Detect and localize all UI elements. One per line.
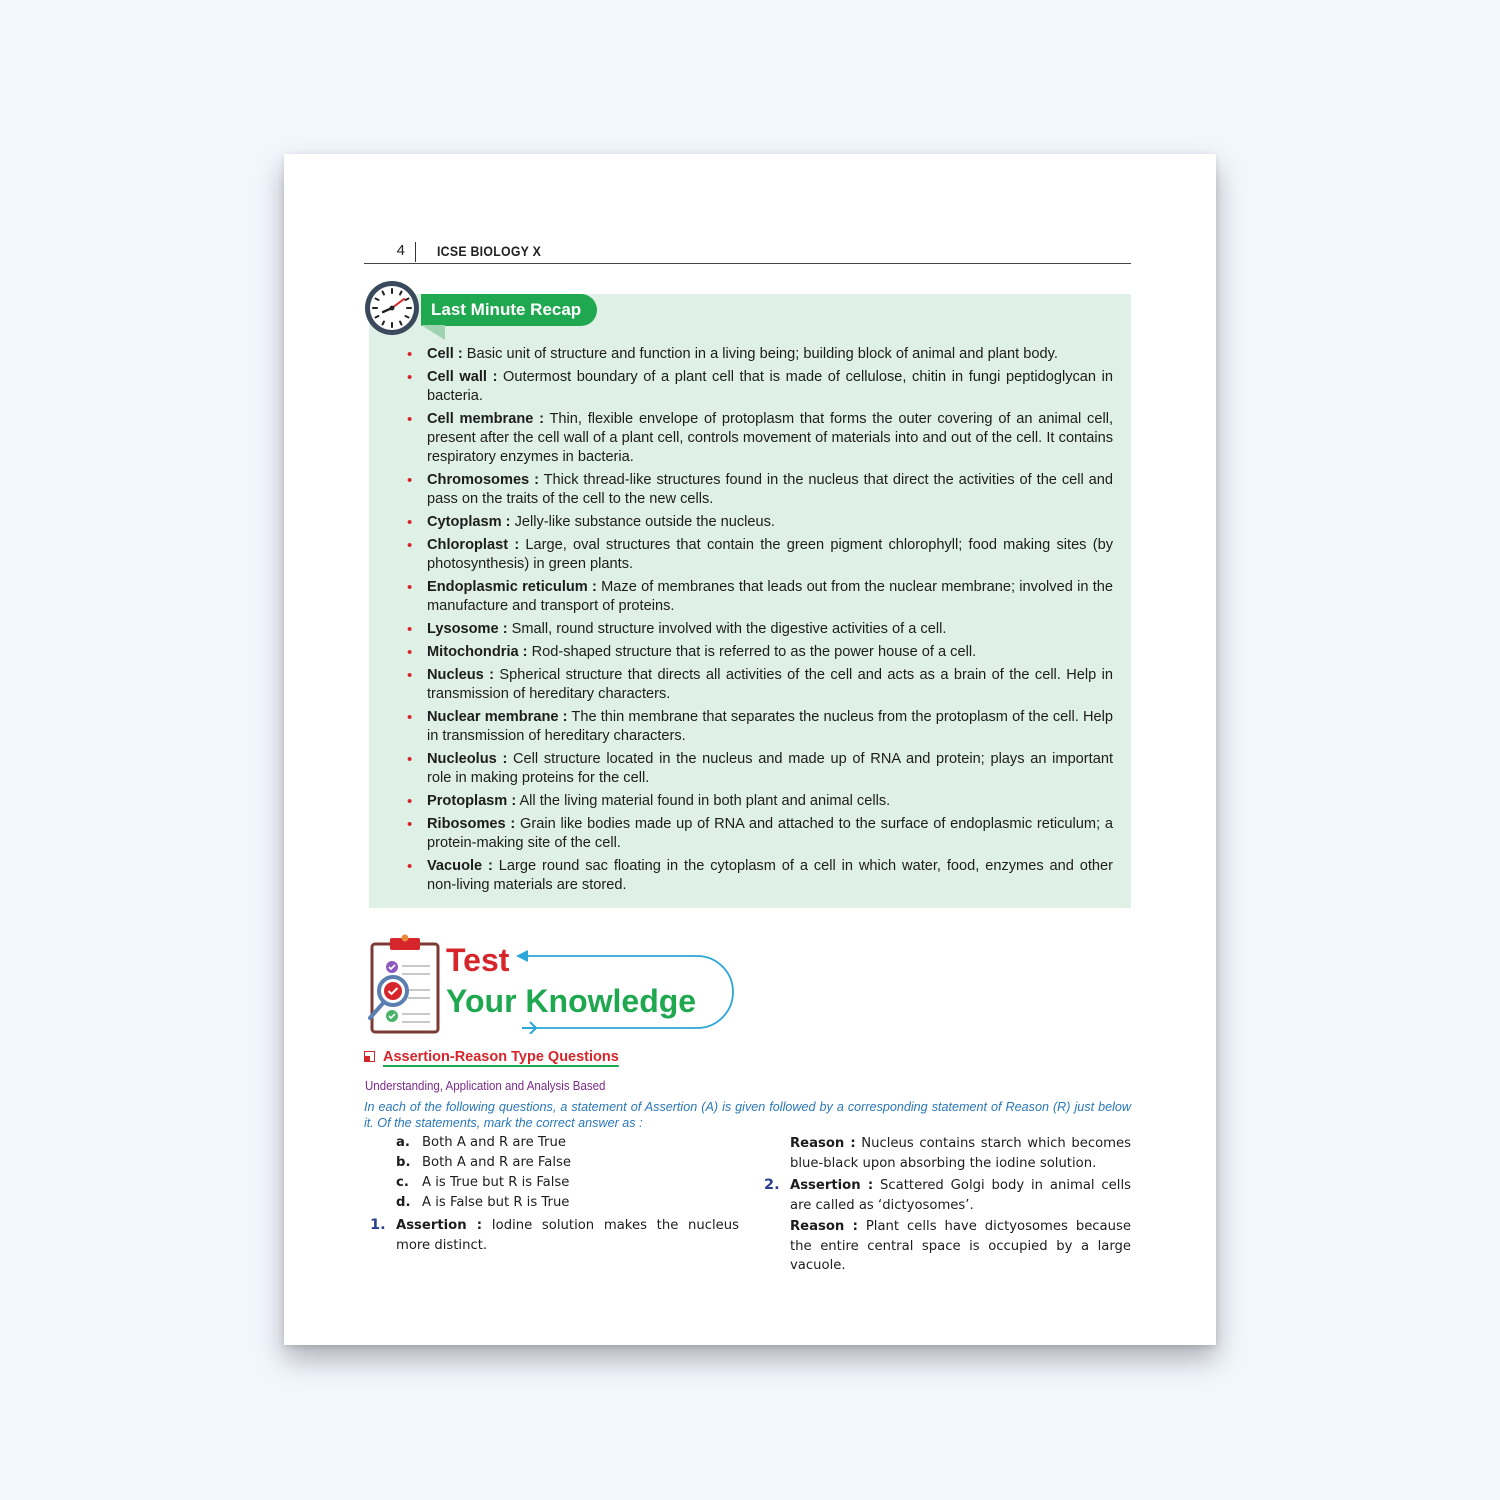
recap-definition: The thin membrane that separates the nucleus from the protoplasm of the cell. Help in transmission of hereditary characters. [427, 709, 1113, 744]
question-1-assertion [364, 1216, 739, 1255]
question-2-reason [758, 1217, 1131, 1276]
recap-definition: Jelly-like substance outside the nucleus. [510, 514, 775, 530]
list-item [407, 708, 1113, 746]
assertion-reason-subtitle: Understanding, Application and Analysis Based [365, 1079, 606, 1093]
bullet-icon: • [407, 621, 413, 638]
recap-term: Chloroplast : [427, 537, 520, 553]
answer-option [364, 1133, 739, 1153]
option-label: b. [396, 1155, 411, 1170]
recap-term: Nuclear membrane : [427, 709, 568, 725]
answer-option [364, 1193, 739, 1213]
recap-list [407, 345, 1114, 899]
recap-definition: Small, round structure involved with the digestive activities of a cell. [507, 621, 947, 637]
list-item [407, 410, 1114, 467]
assertion-label: Assertion : [396, 1218, 483, 1233]
recap-definition: Outermost boundary of a plant cell that is made of cellulose, chitin in fungi peptidoglycan in bacteria. [427, 369, 1114, 404]
bullet-icon: • [407, 537, 413, 554]
assertion-text: Iodine solution makes the nucleus more distinct. [396, 1218, 739, 1253]
questions-right-column [758, 1134, 1131, 1276]
recap-badge-tail [421, 325, 445, 340]
list-item [407, 666, 1113, 704]
bullet-icon: • [407, 411, 413, 428]
bullet-icon: • [407, 858, 413, 875]
reason-label: Reason : [790, 1136, 856, 1151]
bullet-icon: • [407, 579, 413, 596]
bullet-icon: • [407, 816, 413, 833]
recap-definition: Grain like bodies made up of RNA and attached to the surface of endoplasmic reticulum; a protein-making site of the cell. [427, 816, 1113, 851]
your-knowledge-heading: Your Knowledge [446, 983, 697, 1019]
test-heading: Test [446, 942, 510, 978]
recap-term: Chromosomes : [427, 472, 539, 488]
list-item [407, 536, 1113, 574]
assertion-reason-instructions: In each of the following questions, a statement of Assertion (A) is given followed by a corresponding statement of Reason (R) just below it. Of the statements, mark the correct answer as : [364, 1100, 1131, 1130]
last-minute-recap-box [369, 294, 1131, 908]
recap-term: Vacuole : [427, 858, 493, 874]
reason-text: Nucleus contains starch which becomes blue-black upon absorbing the iodine solution. [790, 1136, 1131, 1171]
test-your-knowledge-banner [364, 934, 744, 1034]
recap-definition: Large, oval structures that contain the green pigment chlorophyll; food making sites (by photosynthesis) in green plants. [427, 537, 1113, 572]
recap-badge: Last Minute Recap [421, 294, 597, 326]
bullet-icon: • [407, 644, 413, 661]
square-bullet-icon [364, 1051, 375, 1062]
recap-term: Cell membrane : [427, 411, 544, 427]
reason-label: Reason : [790, 1219, 858, 1234]
recap-definition: All the living material found in both plant and animal cells. [516, 793, 891, 809]
option-text: Both A and R are False [422, 1155, 572, 1170]
option-text: A is False but R is True [422, 1195, 570, 1210]
list-item [407, 857, 1114, 895]
clock-icon [363, 279, 421, 337]
bullet-icon: • [407, 793, 413, 810]
option-label: d. [396, 1195, 411, 1210]
questions-left-column [364, 1133, 739, 1255]
assertion-reason-title [364, 1049, 619, 1065]
assertion-reason-title-text: Assertion-Reason Type Questions [383, 1049, 619, 1065]
book-title: ICSE BIOLOGY X [437, 243, 542, 259]
option-label: a. [396, 1135, 410, 1150]
question-number: 2. [764, 1177, 780, 1193]
assertion-label: Assertion : [790, 1178, 874, 1193]
recap-term: Cell : [427, 346, 463, 362]
list-item [407, 345, 1113, 364]
recap-term: Ribosomes : [427, 816, 516, 832]
option-label: c. [396, 1175, 409, 1190]
recap-definition: Thin, flexible envelope of protoplasm that forms the outer covering of an animal cell, present after the cell wall of a plant cell, controls movement of materials into and out of the cell. It contains respiratory enzymes in bacteria. [427, 411, 1114, 465]
list-item [407, 643, 1113, 662]
list-item [407, 750, 1114, 788]
recap-definition: Basic unit of structure and function in a living being; building block of animal and plant body. [462, 346, 1058, 362]
bullet-icon: • [407, 369, 413, 386]
question-2-assertion [758, 1176, 1131, 1215]
question-number: 1. [370, 1217, 386, 1233]
recap-definition: Thick thread-like structures found in the nucleus that direct the activities of the cell and pass on the traits of the cell to the new cells. [427, 472, 1114, 507]
bullet-icon: • [407, 346, 413, 363]
assertion-text: Scattered Golgi body in animal cells are called as ‘dictyosomes’. [790, 1178, 1131, 1213]
recap-term: Nucleolus : [427, 751, 508, 767]
answer-option [364, 1173, 739, 1193]
page-header [364, 240, 1131, 264]
recap-definition: Rod-shaped structure that is referred to as the power house of a cell. [527, 644, 977, 660]
bullet-icon: • [407, 667, 413, 684]
bullet-icon: • [407, 751, 413, 768]
bullet-icon: • [407, 514, 413, 531]
recap-definition: Large round sac floating in the cytoplasm of a cell in which water, food, enzymes and other non-living materials are stored. [427, 858, 1114, 893]
recap-term: Endoplasmic reticulum : [427, 579, 597, 595]
question-1-reason [758, 1134, 1131, 1173]
reason-text: Plant cells have dictyosomes because the entire central space is occupied by a large vacuole. [790, 1219, 1131, 1273]
recap-term: Nucleus : [427, 667, 495, 683]
answer-option [364, 1153, 739, 1173]
recap-term: Mitochondria : [427, 644, 528, 660]
page-number: 4 [364, 242, 416, 262]
option-text: Both A and R are True [422, 1135, 566, 1150]
recap-term: Lysosome : [427, 621, 508, 637]
bullet-icon: • [407, 709, 413, 726]
bullet-icon: • [407, 472, 413, 489]
recap-term: Protoplasm : [427, 793, 517, 809]
list-item [407, 792, 1113, 811]
book-page [284, 154, 1216, 1345]
recap-definition: Cell structure located in the nucleus and made up of RNA and protein; plays an important role in making proteins for the cell. [427, 751, 1114, 786]
list-item [407, 815, 1113, 853]
recap-term: Cytoplasm : [427, 514, 511, 530]
list-item [407, 620, 1113, 639]
recap-definition: Spherical structure that directs all activities of the cell and acts as a brain of the cell. Help in transmission of hereditary characters. [427, 667, 1113, 702]
list-item [407, 513, 1113, 532]
list-item [407, 368, 1114, 406]
list-item [407, 471, 1114, 509]
recap-term: Cell wall : [427, 369, 498, 385]
list-item [407, 578, 1113, 616]
recap-definition: Maze of membranes that leads out from the nuclear membrane; involved in the manufacture and transport of proteins. [427, 579, 1113, 614]
option-text: A is True but R is False [422, 1175, 570, 1190]
